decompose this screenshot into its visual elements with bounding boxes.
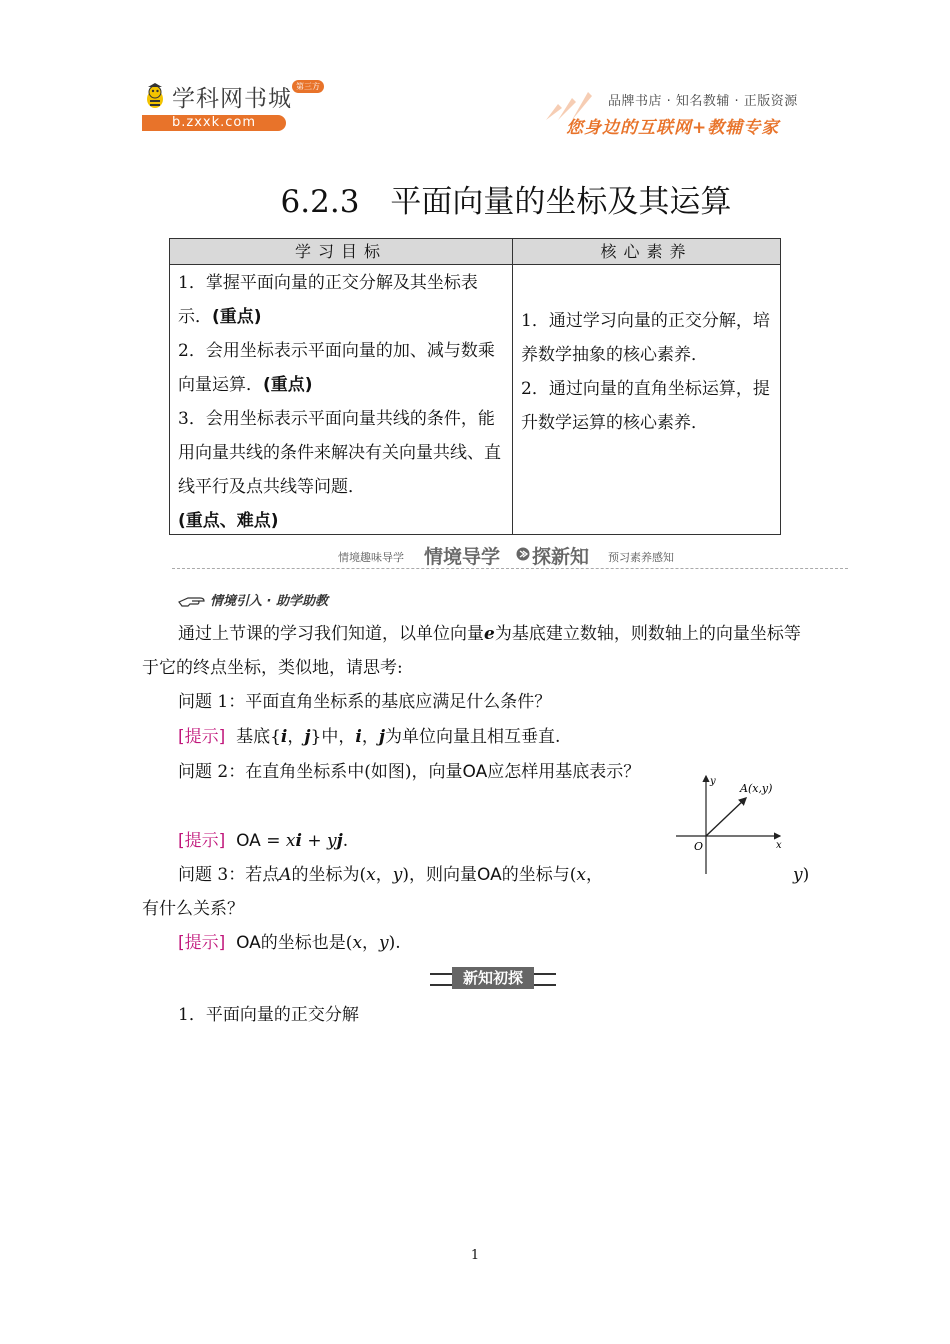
- arrow-circle-icon: [515, 547, 531, 561]
- learning-goals-header: 学习目标: [170, 239, 512, 265]
- site-logo: [138, 78, 328, 136]
- vector-arrow: [706, 798, 746, 836]
- point-a-label: A(x,y): [740, 782, 773, 795]
- question-3-tail: y): [793, 865, 810, 885]
- question-2: 问题 2：在直角坐标系中(如图)，向量OA应怎样用基底表示？: [178, 762, 641, 782]
- question-1: 问题 1：平面直角坐标系的基底应满足什么条件？: [178, 692, 552, 712]
- subhead: 情境引入 · 助学助教: [178, 590, 328, 609]
- logo-badge: 第三方: [292, 80, 324, 93]
- section-banner: [172, 540, 848, 569]
- vector-oa: OA: [236, 933, 261, 953]
- vector-oa: OA: [236, 831, 261, 851]
- goal-item: 3．会用坐标表示平面向量共线的条件，能用向量共线的条件来解决有关向量共线、直线平行及点共线等问题． (重点、难点): [178, 409, 501, 531]
- vector-oa: OA: [477, 865, 502, 885]
- core-literacy-column: [513, 239, 780, 534]
- logo-url[interactable]: b.zxxk.com: [142, 115, 286, 131]
- hint-label: [提示]: [178, 727, 226, 747]
- core-literacy-header: 核心素养: [513, 239, 780, 265]
- x-axis-label: x: [776, 840, 782, 851]
- new-knowledge-banner: 新知初探: [430, 967, 556, 989]
- hint-3: [提示] OA的坐标也是(x，y).: [178, 933, 401, 953]
- intro-paragraph: 通过上节课的学习我们知道，以单位向量e为基底建立数轴，则数轴上的向量坐标等于它的终点坐标，类似地，请思考:: [142, 624, 801, 678]
- section-1-heading: 1．平面向量的正交分解: [178, 1005, 359, 1025]
- banner-right-text: 预习素养感知: [608, 551, 674, 564]
- question-3-end: 有什么关系？: [142, 899, 244, 919]
- learning-goals-column: [170, 239, 513, 534]
- bee-mascot-icon: [138, 82, 172, 112]
- coordinate-figure: [672, 770, 790, 876]
- literacy-item: 2．通过向量的直角坐标运算，提升数学运算的核心素养．: [521, 379, 770, 433]
- banner-main-2: 探新知: [532, 546, 590, 568]
- origin-label: O: [694, 840, 704, 853]
- goals-table: [169, 238, 781, 535]
- slogan-line-2: 您身边的互联网+教辅专家: [566, 118, 780, 138]
- y-axis-label: y: [710, 776, 716, 787]
- hint-label: [提示]: [178, 831, 226, 851]
- banner-left-text: 情境趣味导学: [338, 551, 404, 564]
- hint-1: [提示] 基底{i，j}中，i，j为单位向量且相互垂直.: [178, 727, 561, 747]
- hint-label: [提示]: [178, 933, 226, 953]
- goal-tag: (重点、难点): [178, 511, 279, 531]
- logo-text: 学科网书城: [172, 86, 292, 112]
- goal-item: 1．掌握平面向量的正交分解及其坐标表示．(重点): [178, 273, 478, 327]
- goal-tag: (重点): [212, 307, 262, 327]
- goal-item: 2．会用坐标表示平面向量的加、减与数乘向量运算．(重点): [178, 341, 495, 395]
- page-number: 1: [470, 1248, 480, 1263]
- question-3-start: 问题 3：若点A的坐标为(x，y)，则向量OA的坐标与(x，: [178, 865, 603, 885]
- vector-oa: OA: [462, 762, 488, 782]
- goal-tag: (重点): [263, 375, 313, 395]
- pointing-hand-icon: [178, 595, 206, 609]
- banner-main-1: 情境导学: [424, 546, 501, 568]
- literacy-item: 1．通过学习向量的正交分解，培养数学抽象的核心素养．: [521, 311, 770, 365]
- slogan-line-1: 品牌书店 · 知名教辅 · 正版资源: [608, 94, 798, 109]
- hint-2: [提示] OA = xi + yj.: [178, 831, 349, 851]
- page-title: 6.2.3 平面向量的坐标及其运算: [280, 184, 732, 220]
